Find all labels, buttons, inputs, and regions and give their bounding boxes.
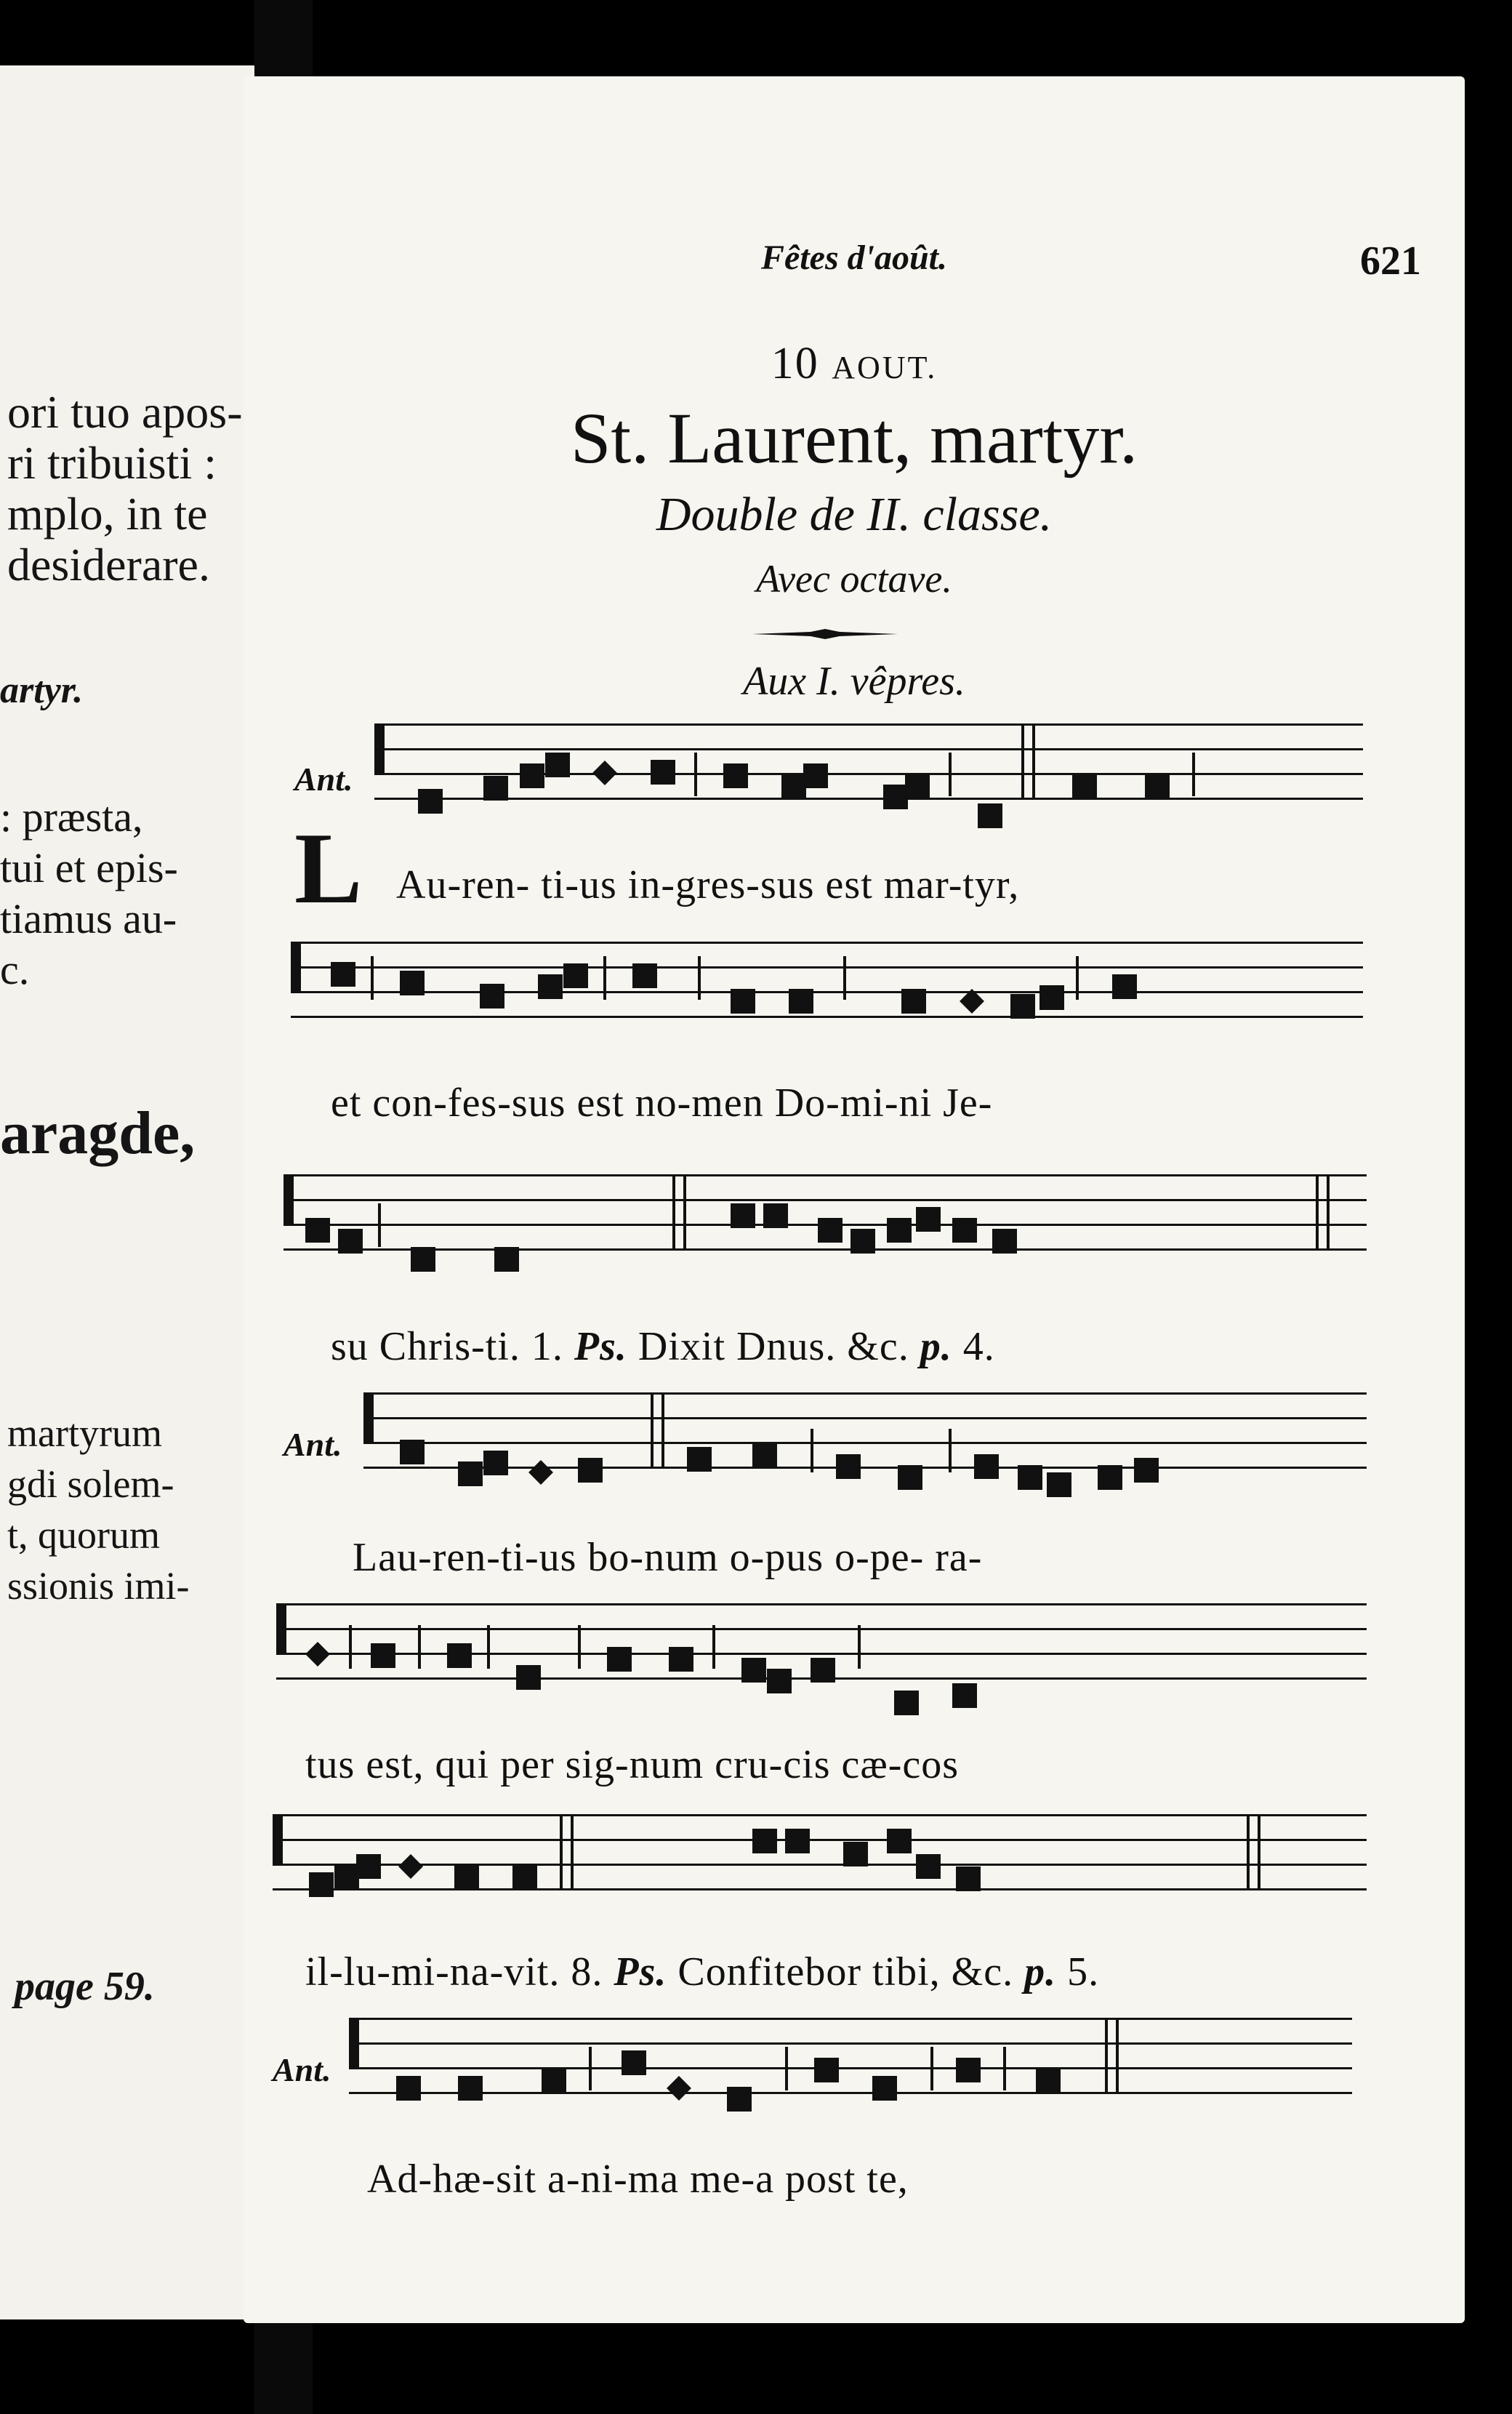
- chant-lyrics: Au-ren- ti-us in-gres-sus est mar-tyr,: [396, 862, 1020, 907]
- psalm-incipit: Confitebor tibi, &c.: [677, 1949, 1014, 1994]
- left-text-line: martyrum: [7, 1411, 162, 1455]
- feast-date: [244, 338, 1465, 390]
- left-page-reference: page 59.: [15, 1964, 155, 2009]
- left-text-line: c.: [0, 946, 30, 993]
- running-head: Fêtes d'août.: [760, 238, 947, 277]
- chant-staff: [374, 723, 1363, 833]
- psalm-abbrev: Ps.: [614, 1949, 667, 1994]
- left-text-line: ri tribuisti :: [7, 437, 217, 489]
- psalm-page-number: 5.: [1067, 1949, 1100, 1994]
- page-number: 621: [1360, 238, 1421, 284]
- feast-rank: Double de II. classe.: [656, 488, 1053, 541]
- chant-lyrics: su Chris-ti. 1.: [331, 1324, 563, 1369]
- antiphon-label: Ant.: [273, 2051, 331, 2088]
- feast-title: St. Laurent, martyr.: [570, 398, 1138, 478]
- chant-lyrics: et con-fes-sus est no-men Do-mi-ni Je-: [331, 1080, 993, 1126]
- left-page: [0, 65, 254, 2319]
- chant-lyrics-with-psalm: [331, 1323, 995, 1370]
- psalm-page-number: 4.: [962, 1324, 995, 1369]
- psalm-incipit: Dixit Dnus. &c.: [638, 1324, 909, 1369]
- chant-lyrics: Lau-ren-ti-us bo-num o-pus o-pe- ra-: [353, 1535, 983, 1580]
- left-text-line: : præsta,: [0, 793, 143, 841]
- chant-lyrics: il-lu-mi-na-vit. 8.: [305, 1949, 603, 1994]
- chant-staff: [276, 1603, 1367, 1712]
- chant-staff: [284, 1174, 1367, 1283]
- psalm-abbrev: Ps.: [574, 1324, 627, 1369]
- ornament-rule: [752, 629, 898, 639]
- chant-staff: [291, 942, 1363, 1051]
- left-text-line: artyr.: [0, 670, 84, 711]
- left-text-line: ssionis imi-: [7, 1564, 190, 1608]
- antiphon-label: Ant.: [294, 761, 353, 798]
- antiphon-label: Ant.: [284, 1426, 342, 1463]
- chant-staff: [273, 1814, 1367, 1923]
- left-text-line: tui et epis-: [0, 844, 178, 891]
- vespers-heading: Aux I. vêpres.: [743, 659, 965, 704]
- date-number: 10: [771, 339, 819, 388]
- chant-staff: [349, 2018, 1352, 2127]
- chant-lyrics-with-psalm: [305, 1949, 1099, 1995]
- left-text-line: ori tuo apos-: [7, 386, 243, 438]
- date-month: AOUT.: [832, 350, 938, 385]
- left-text-line: aragde,: [0, 1099, 196, 1167]
- chant-lyrics: Ad-hæ-sit a-ni-ma me-a post te,: [367, 2157, 909, 2202]
- octave-note: Avec octave.: [756, 557, 952, 601]
- chant-staff: [363, 1392, 1367, 1501]
- left-text-line: mplo, in te: [7, 488, 208, 540]
- chant-lyrics: tus est, qui per sig-num cru-cis cæ-cos: [305, 1742, 960, 1787]
- drop-cap-initial: L: [294, 812, 363, 925]
- left-text-line: gdi solem-: [7, 1462, 174, 1506]
- right-page: [244, 76, 1465, 2323]
- left-text-line: tiamus au-: [0, 895, 177, 942]
- left-text-line: desiderare.: [7, 539, 210, 590]
- left-text-line: t, quorum: [7, 1513, 160, 1557]
- page-abbrev: p.: [920, 1324, 952, 1369]
- page-abbrev: p.: [1024, 1949, 1057, 1994]
